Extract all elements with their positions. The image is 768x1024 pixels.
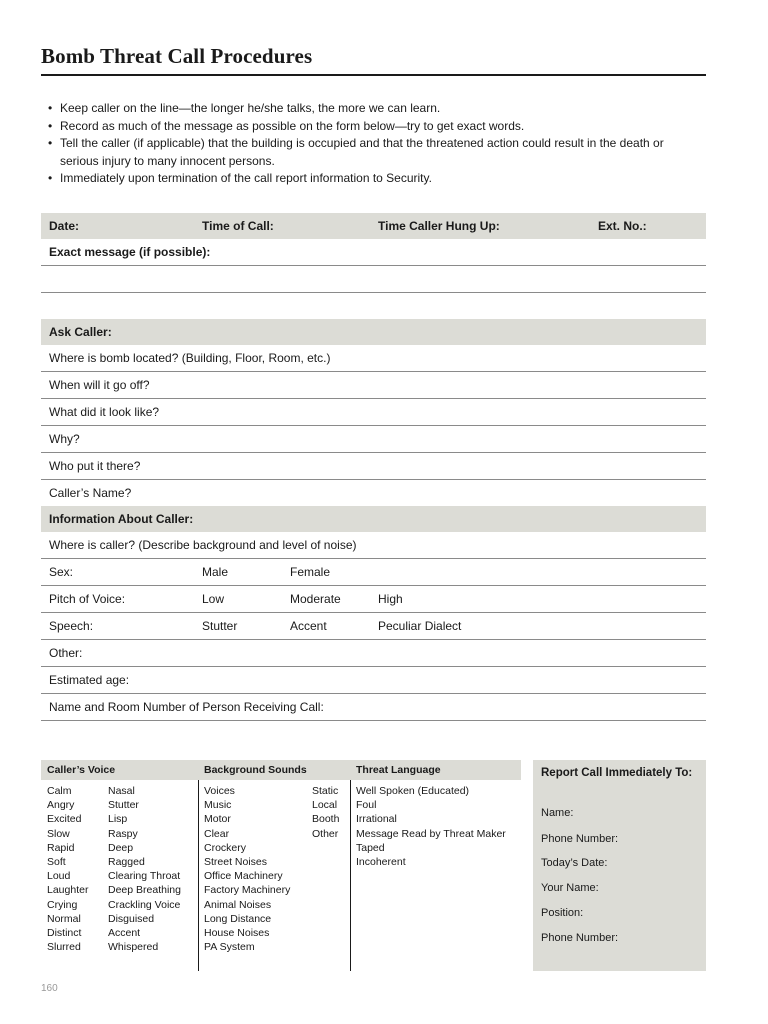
instruction-item: • Keep caller on the line—the longer he/she talks, the more we can learn. xyxy=(48,100,688,118)
exact-message-row[interactable] xyxy=(41,239,706,266)
report-name-field[interactable]: Name: xyxy=(541,807,574,819)
instructions-list xyxy=(48,100,688,188)
checklist-option[interactable]: Irrational xyxy=(356,813,397,826)
ask-caller-header xyxy=(41,319,706,345)
checklist-option[interactable]: Message Read by Threat Maker xyxy=(356,827,506,840)
pitch-label: Pitch of Voice: xyxy=(49,592,126,606)
voice-column-2 xyxy=(108,784,181,954)
question-label: Caller’s Name? xyxy=(49,486,132,500)
checklist-option[interactable]: Long Distance xyxy=(204,912,272,925)
caller-info-header xyxy=(41,506,706,532)
question-row[interactable] xyxy=(41,345,706,372)
checklist-option[interactable]: Foul xyxy=(356,799,377,812)
estimated-age-row[interactable] xyxy=(41,667,706,694)
checklist-option[interactable]: Nasal xyxy=(108,785,135,797)
background-column-1 xyxy=(204,784,290,954)
checklist-header xyxy=(41,760,521,780)
checklist-option[interactable]: Taped xyxy=(356,841,385,854)
receiver-label: Name and Room Number of Person Receiving Call: xyxy=(49,700,324,714)
checklist-option[interactable]: Ragged xyxy=(108,856,145,869)
question-row[interactable] xyxy=(41,426,706,453)
checklist-option[interactable]: Disguised xyxy=(108,912,155,925)
ask-caller-label: Ask Caller: xyxy=(49,325,112,339)
checklist-option[interactable]: Distinct xyxy=(47,927,82,940)
column-divider xyxy=(198,780,199,971)
sex-label: Sex: xyxy=(49,565,74,579)
question-label: Why? xyxy=(49,432,80,446)
estimated-age-label: Estimated age: xyxy=(49,673,130,687)
checklist-option[interactable]: Animal Noises xyxy=(204,898,272,911)
checklist-option[interactable]: Whispered xyxy=(108,941,159,954)
checklist-option[interactable]: Deep xyxy=(108,841,134,854)
checklist-option[interactable]: Motor xyxy=(204,813,231,826)
checklist-option[interactable]: Crying xyxy=(47,898,78,911)
checklist-option[interactable]: Music xyxy=(204,799,232,812)
question-row[interactable] xyxy=(41,399,706,426)
report-heading: Report Call Immediately To: xyxy=(541,767,693,779)
exact-message-label: Exact message (if possible): xyxy=(49,245,211,259)
checklist-option[interactable]: Accent xyxy=(108,927,141,940)
speech-option-accent[interactable]: Accent xyxy=(290,619,327,633)
checklist-option[interactable]: Static xyxy=(312,785,339,797)
question-row[interactable] xyxy=(41,372,706,399)
checklist-option[interactable]: Normal xyxy=(47,912,81,925)
checklist-option[interactable]: Crockery xyxy=(204,841,247,854)
checklist-option[interactable]: Factory Machinery xyxy=(204,884,291,897)
time-of-call-label: Time of Call: xyxy=(202,219,274,233)
pitch-option-moderate[interactable]: Moderate xyxy=(290,592,341,606)
caller-location-label: Where is caller? (Describe background and level of noise) xyxy=(49,538,357,552)
speech-label: Speech: xyxy=(49,619,94,633)
caller-info-label: Information About Caller: xyxy=(49,512,194,526)
todays-date-field[interactable]: Today’s Date: xyxy=(541,857,608,869)
date-label: Date: xyxy=(49,219,80,233)
threat-column xyxy=(356,784,506,869)
voice-column-1 xyxy=(47,784,88,954)
page-number: 160 xyxy=(41,983,58,994)
time-hung-up-label: Time Caller Hung Up: xyxy=(378,219,500,233)
checklist-option[interactable]: Clear xyxy=(204,827,230,840)
receiver-row[interactable] xyxy=(41,694,706,721)
instruction-item: • Immediately upon termination of the call report information to Security. xyxy=(48,170,688,188)
callers-voice-header: Caller’s Voice xyxy=(47,764,116,776)
checklist-option[interactable]: Other xyxy=(312,827,339,840)
checklist-option[interactable]: Office Machinery xyxy=(204,870,283,883)
caller-checklist xyxy=(41,760,521,971)
column-divider xyxy=(350,780,351,971)
checklist-option[interactable]: Stutter xyxy=(108,799,139,812)
caller-location-row[interactable] xyxy=(41,532,706,559)
question-label: What did it look like? xyxy=(49,405,160,419)
checklist-option[interactable]: Crackling Voice xyxy=(108,898,181,911)
instruction-item: • Record as much of the message as possible on the form below—try to get exact words. xyxy=(48,118,688,136)
sex-row xyxy=(41,559,706,586)
question-row[interactable] xyxy=(41,480,706,506)
background-sounds-header: Background Sounds xyxy=(204,764,307,776)
checklist-option[interactable]: Slurred xyxy=(47,941,81,954)
checklist-option[interactable]: House Noises xyxy=(204,927,270,940)
checklist-option[interactable]: Laughter xyxy=(47,884,89,897)
checklist-option[interactable]: Calm xyxy=(47,785,72,797)
position-field[interactable]: Position: xyxy=(541,907,584,919)
checklist-option[interactable]: Well Spoken (Educated) xyxy=(356,785,470,797)
checklist-option[interactable]: Incoherent xyxy=(356,856,406,869)
checklist-option[interactable]: PA System xyxy=(204,941,255,954)
checklist-option[interactable]: Booth xyxy=(312,813,340,826)
page-title: Bomb Threat Call Procedures xyxy=(41,44,313,68)
checklist-option[interactable]: Local xyxy=(312,799,338,812)
checklist-option[interactable]: Rapid xyxy=(47,841,75,854)
question-label: When will it go off? xyxy=(49,378,150,392)
checklist-option[interactable]: Clearing Throat xyxy=(108,870,181,883)
sex-option-female[interactable]: Female xyxy=(290,565,331,579)
call-info-header xyxy=(41,213,706,239)
pitch-option-high[interactable]: High xyxy=(378,592,403,606)
checklist-option[interactable]: Excited xyxy=(47,813,82,826)
other-label: Other: xyxy=(49,646,83,660)
pitch-option-low[interactable]: Low xyxy=(202,592,225,606)
form-gap xyxy=(41,293,706,319)
checklist-option[interactable]: Loud xyxy=(47,870,71,883)
checklist-option[interactable]: Deep Breathing xyxy=(108,884,181,897)
question-label: Who put it there? xyxy=(49,459,141,473)
message-line[interactable] xyxy=(41,266,706,293)
checklist-option[interactable]: Angry xyxy=(47,799,75,812)
speech-option-stutter[interactable]: Stutter xyxy=(202,619,238,633)
question-label: Where is bomb located? (Building, Floor, Room, etc.) xyxy=(49,351,331,365)
call-form xyxy=(41,213,706,721)
checklist-option[interactable]: Raspy xyxy=(108,827,138,840)
title-divider xyxy=(41,74,706,76)
checklist-option[interactable]: Soft xyxy=(47,856,66,869)
your-name-field[interactable]: Your Name: xyxy=(541,882,599,894)
speech-row xyxy=(41,613,706,640)
background-column-2 xyxy=(312,784,339,841)
report-box xyxy=(533,760,706,971)
speech-option-dialect[interactable]: Peculiar Dialect xyxy=(378,619,462,633)
ext-no-label: Ext. No.: xyxy=(598,219,647,233)
sex-option-male[interactable]: Male xyxy=(202,565,229,579)
report-phone-field[interactable]: Phone Number: xyxy=(541,833,619,845)
question-row[interactable] xyxy=(41,453,706,480)
checklist-option[interactable]: Voices xyxy=(204,785,235,797)
checklist-option[interactable]: Street Noises xyxy=(204,856,268,869)
pitch-row xyxy=(41,586,706,613)
threat-language-header: Threat Language xyxy=(356,764,441,776)
instruction-item: • Tell the caller (if applicable) that the building is occupied and that the threatened action could result in the death or serious injury to many innocent persons. xyxy=(48,135,688,170)
report-phone-field-2[interactable]: Phone Number: xyxy=(541,932,619,944)
other-row[interactable] xyxy=(41,640,706,667)
checklist-option[interactable]: Slow xyxy=(47,827,70,840)
checklist-option[interactable]: Lisp xyxy=(108,813,128,826)
